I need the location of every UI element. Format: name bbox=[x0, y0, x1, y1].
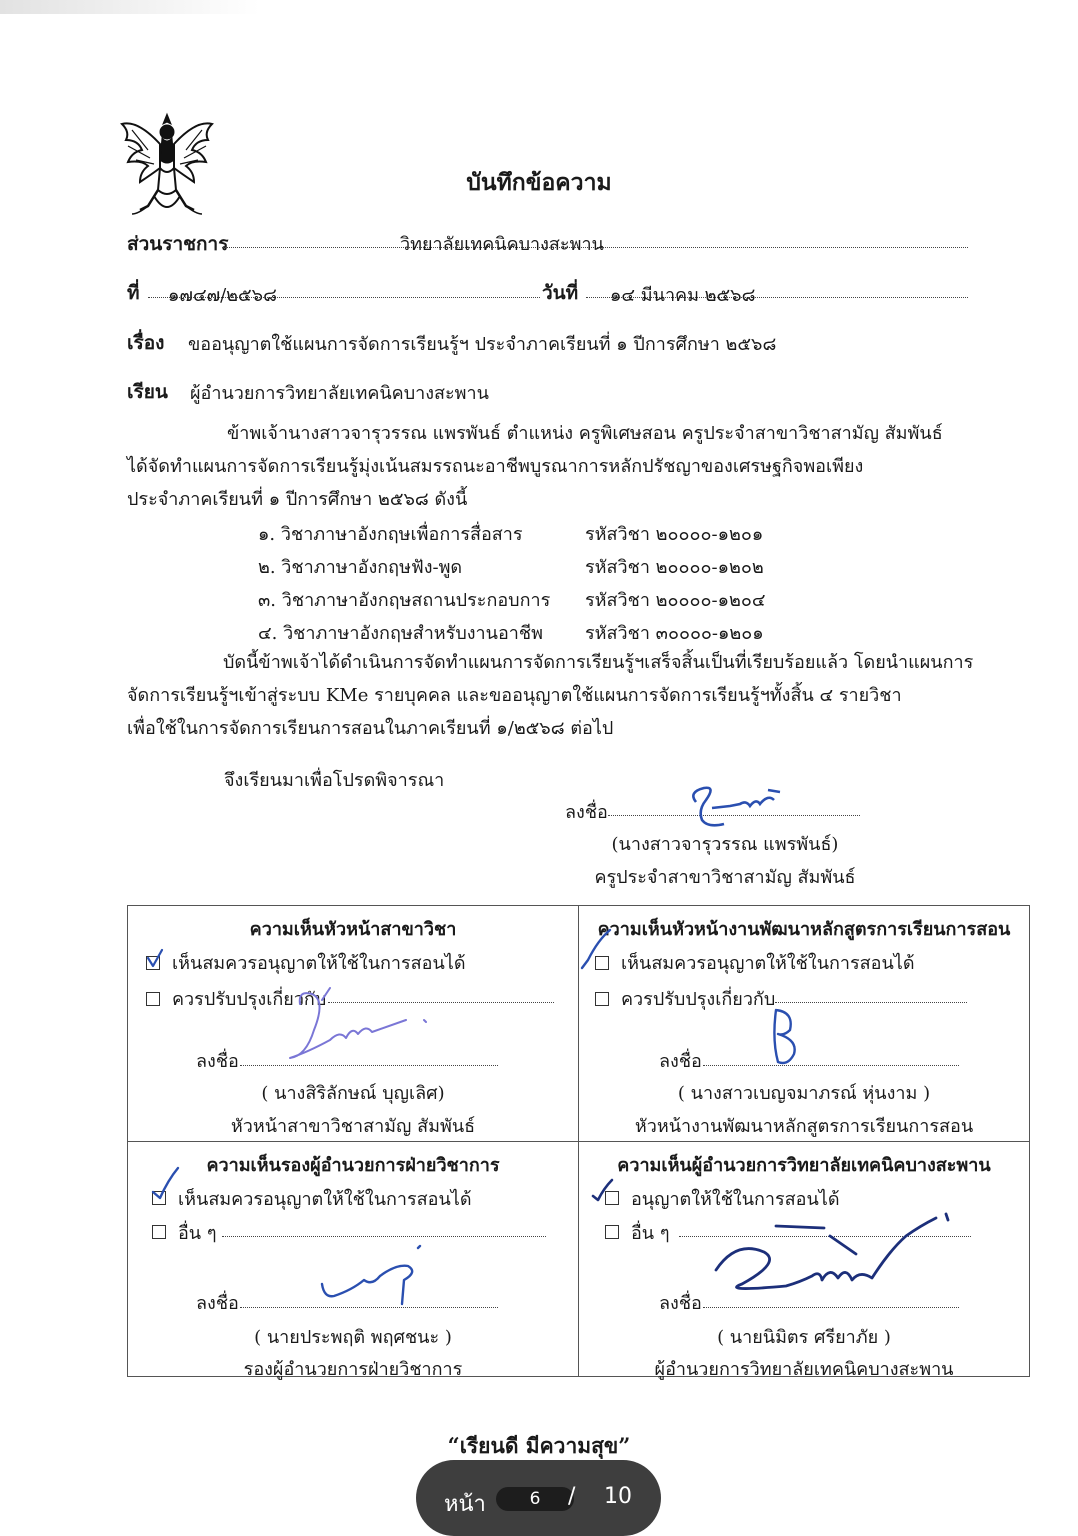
approval-box-curriculum-head bbox=[579, 906, 1030, 1142]
box4-option1-label: อนุญาตให้ใช้ในการสอนได้ bbox=[631, 1188, 840, 1210]
box4-heading: ความเห็นผู้อำนวยการวิทยาลัยเทคนิคบางสะพาน bbox=[617, 1154, 991, 1176]
signer-name: (นางสาวจารุวรรณ แพรพันธ์) bbox=[611, 834, 839, 855]
subject-item-1-code: รหัสวิชา ๒๐๐๐๐-๑๒๐๑ bbox=[585, 524, 764, 545]
date-label: วันที่ bbox=[542, 282, 579, 304]
box1-option-approve bbox=[146, 948, 466, 977]
para1-line2: ได้จัดทำแผนการจัดการเรียนรู้มุ่งเน้นสมรรถนะอาชีพบูรณาการหลักปรัชญาของเศรษฐกิจพอเพียง bbox=[127, 456, 864, 477]
box4-position: ผู้อำนวยการวิทยาลัยเทคนิคบางสะพาน bbox=[654, 1358, 954, 1380]
para2-line3: เพื่อใช้ในการจัดการเรียนการสอนในภาคเรียนที่ ๑/๒๕๖๘ ต่อไป bbox=[127, 718, 614, 739]
signer-position: ครูประจำสาขาวิชาสามัญ สัมพันธ์ bbox=[594, 867, 856, 888]
box2-option-revise bbox=[595, 984, 775, 1013]
box3-option-other bbox=[152, 1218, 217, 1247]
box3-option-approve bbox=[152, 1184, 472, 1213]
signer-signature bbox=[686, 780, 786, 835]
box3-option2-label: อื่น ๆ bbox=[178, 1222, 217, 1244]
checkbox-empty-icon bbox=[146, 992, 160, 1006]
box4-sign-label: ลงชื่อ bbox=[659, 1292, 702, 1314]
approval-table bbox=[127, 905, 1030, 1380]
box2-option-approve bbox=[595, 948, 915, 977]
box4-option-other bbox=[605, 1218, 670, 1247]
page-indicator bbox=[416, 1460, 661, 1536]
para1-line1: ข้าพเจ้านางสาวจารุวรรณ แพรพันธ์ ตำแหน่ง ครูพิเศษสอน ครูประจำสาขาวิชาสามัญ สัมพันธ์ bbox=[227, 423, 943, 444]
ref-label: ที่ bbox=[127, 282, 140, 304]
box4-sign-dotted-line bbox=[703, 1307, 959, 1308]
to-label: เรียน bbox=[127, 381, 168, 403]
box2-position: หัวหน้างานพัฒนาหลักสูตรการเรียนการสอน bbox=[634, 1116, 974, 1137]
box2-option2-label: ควรปรับปรุงเกี่ยวกับ bbox=[621, 989, 776, 1010]
subject-label: เรื่อง bbox=[127, 332, 165, 354]
box3-heading: ความเห็นรองผู้อำนวยการฝ่ายวิชาการ bbox=[206, 1154, 500, 1176]
signer-sign-label: ลงชื่อ bbox=[565, 802, 608, 823]
box3-sign-dotted-line bbox=[240, 1307, 498, 1308]
approval-box-deputy-director bbox=[128, 1141, 579, 1380]
subject-item-2-code: รหัสวิชา ๒๐๐๐๐-๑๒๐๒ bbox=[585, 557, 764, 578]
box2-revise-dotted-line bbox=[775, 1002, 967, 1003]
box1-sign-label: ลงชื่อ bbox=[196, 1051, 239, 1072]
subject-value: ขออนุญาตใช้แผนการจัดการเรียนรู้ฯ ประจำภาคเรียนที่ ๑ ปีการศึกษา ๒๕๖๘ bbox=[188, 334, 777, 355]
box3-name: ( นายประพฤติ พฤศชนะ ) bbox=[254, 1326, 452, 1348]
checkbox-empty-icon bbox=[595, 992, 609, 1006]
agency-value: วิทยาลัยเทคนิคบางสะพาน bbox=[400, 234, 604, 255]
top-edge-shadow bbox=[0, 0, 260, 14]
box1-option2-label: ควรปรับปรุงเกี่ยวกับ bbox=[172, 989, 327, 1010]
box1-heading: ความเห็นหัวหน้าสาขาวิชา bbox=[249, 919, 457, 940]
para2-line1: บัดนี้ข้าพเจ้าได้ดำเนินการจัดทำแผนการจัดการเรียนรู้ฯเสร็จสิ้นเป็นที่เรียบร้อยแล้ว โดยนำแผนการ bbox=[223, 652, 974, 673]
box1-sign-dotted-line bbox=[240, 1065, 498, 1066]
para1-line3: ประจำภาคเรียนที่ ๑ ปีการศึกษา ๒๕๖๘ ดังนี้ bbox=[127, 489, 468, 510]
subject-item-4-name: ๔. วิชาภาษาอังกฤษสำหรับงานอาชีพ bbox=[258, 623, 543, 644]
subject-item-1-name: ๑. วิชาภาษาอังกฤษเพื่อการสื่อสาร bbox=[258, 524, 523, 545]
to-value: ผู้อำนวยการวิทยาลัยเทคนิคบางสะพาน bbox=[190, 383, 489, 404]
approval-box-director bbox=[579, 1141, 1030, 1380]
box2-sign-label: ลงชื่อ bbox=[659, 1051, 702, 1072]
subject-item-4-code: รหัสวิชา ๓๐๐๐๐-๑๒๐๑ bbox=[585, 623, 764, 644]
box1-option-revise bbox=[146, 984, 326, 1013]
checkbox-checked-icon bbox=[605, 1191, 619, 1205]
box2-sign-dotted-line bbox=[703, 1065, 959, 1066]
box4-option2-label: อื่น ๆ bbox=[631, 1222, 670, 1244]
box2-heading: ความเห็นหัวหน้างานพัฒนาหลักสูตรการเรียนการสอน bbox=[597, 919, 1011, 940]
subject-item-2-name: ๒. วิชาภาษาอังกฤษฟัง-พูด bbox=[258, 557, 463, 578]
current-page-input[interactable]: 6 bbox=[496, 1487, 574, 1511]
date-value: ๑๔ มีนาคม ๒๕๖๘ bbox=[610, 285, 756, 306]
checkbox-empty-icon bbox=[152, 1225, 166, 1239]
box3-option1-label: เห็นสมควรอนุญาตให้ใช้ในการสอนได้ bbox=[178, 1188, 472, 1210]
box4-name: ( นายนิมิตร ศรียาภัย ) bbox=[717, 1326, 891, 1348]
box2-option1-label: เห็นสมควรอนุญาตให้ใช้ในการสอนได้ bbox=[621, 953, 915, 974]
checkbox-checked-icon bbox=[146, 956, 160, 970]
page-separator: / bbox=[568, 1484, 576, 1509]
memo-title: บันทึกข้อความ bbox=[466, 169, 612, 196]
subject-item-3-code: รหัสวิชา ๒๐๐๐๐-๑๒๐๔ bbox=[585, 590, 766, 611]
body-paragraph-1 bbox=[127, 417, 977, 516]
box3-position: รองผู้อำนวยการฝ่ายวิชาการ bbox=[243, 1358, 463, 1380]
box4-other-dotted-line bbox=[679, 1236, 971, 1237]
box1-revise-dotted-line bbox=[328, 1002, 554, 1003]
subject-item-3-name: ๓. วิชาภาษาอังกฤษสถานประกอบการ bbox=[258, 590, 551, 611]
box3-sign-label: ลงชื่อ bbox=[196, 1292, 239, 1314]
footer-motto: “เรียนดี มีความสุข” bbox=[447, 1433, 631, 1458]
total-pages: 10 bbox=[604, 1484, 632, 1509]
box1-name: ( นางสิริลักษณ์ บุญเลิศ) bbox=[261, 1083, 445, 1104]
box4-option-approve bbox=[605, 1184, 840, 1213]
agency-label: ส่วนราชการ bbox=[127, 233, 229, 255]
checkbox-checked-icon bbox=[152, 1191, 166, 1205]
approval-box-department-head bbox=[128, 906, 579, 1142]
checkbox-checked-icon bbox=[595, 956, 609, 970]
box2-name: ( นางสาวเบญจมาภรณ์ หุ่นงาม ) bbox=[677, 1083, 931, 1104]
closing-text: จึงเรียนมาเพื่อโปรดพิจารณา bbox=[224, 770, 445, 791]
box1-position: หัวหน้าสาขาวิชาสามัญ สัมพันธ์ bbox=[230, 1116, 476, 1137]
para2-line2: จัดการเรียนรู้ฯเข้าสู่ระบบ KMe รายบุคคล และขออนุญาตใช้แผนการจัดการเรียนรู้ฯทั้งสิ้น ๔ รายวิชา bbox=[127, 685, 902, 706]
box1-option1-label: เห็นสมควรอนุญาตให้ใช้ในการสอนได้ bbox=[172, 953, 466, 974]
box3-other-dotted-line bbox=[222, 1236, 546, 1237]
page-label: หน้า bbox=[444, 1492, 486, 1517]
ref-value: ๑๗๔๗/๒๕๖๘ bbox=[168, 285, 277, 306]
checkbox-empty-icon bbox=[605, 1225, 619, 1239]
body-paragraph-2 bbox=[127, 646, 977, 745]
